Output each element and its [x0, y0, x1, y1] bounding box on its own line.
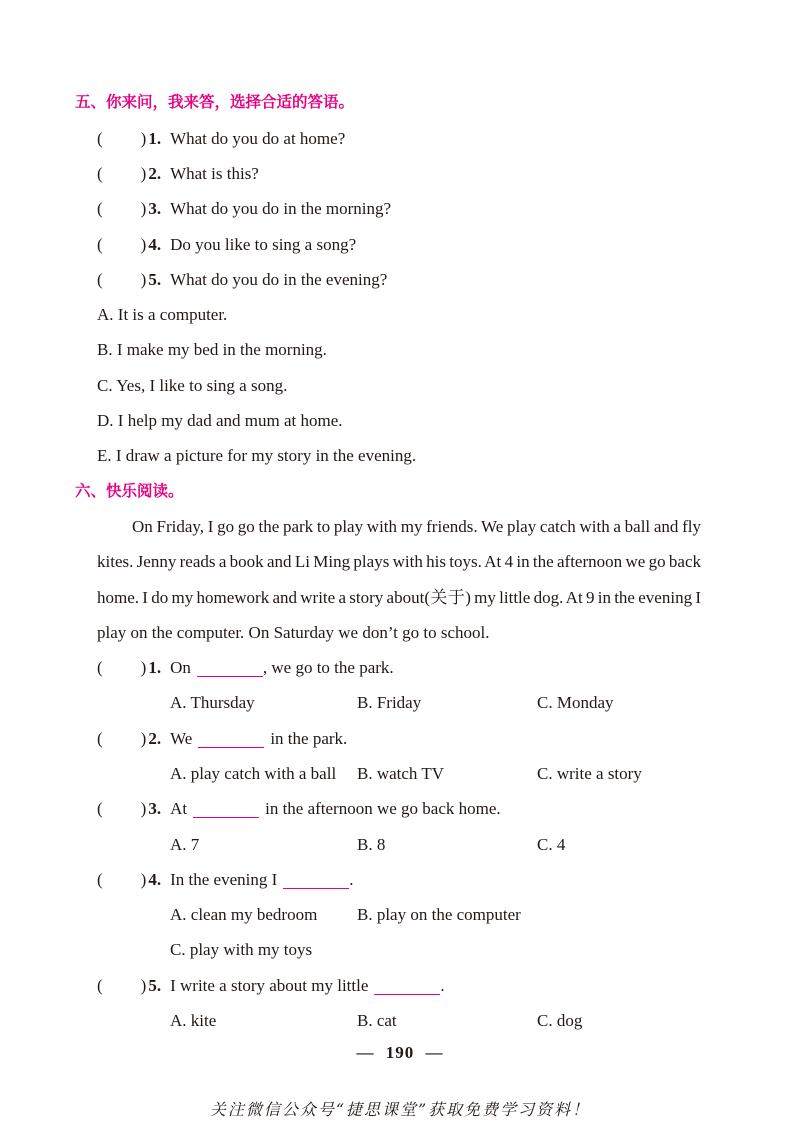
footer-note: 关注微信公众号“捷思课堂”获取免费学习资料！	[209, 1100, 591, 1119]
question-text-after: .	[349, 869, 354, 889]
option-b: B. watch TV	[357, 763, 445, 783]
question-line	[97, 862, 354, 897]
section-5-answer-row	[0, 368, 800, 403]
passage-row	[0, 544, 800, 579]
question-text: Do you like to sing a song?	[170, 234, 357, 254]
option-a: A. kite	[170, 1011, 217, 1031]
answer-bracket-space	[103, 213, 141, 214]
question-number: 5.	[148, 975, 162, 995]
question-line	[97, 121, 345, 156]
question-number: 1.	[148, 128, 162, 148]
question-number: 4.	[148, 869, 162, 889]
section-6-options-row	[0, 1003, 800, 1038]
section-6-options-row	[0, 685, 800, 720]
answer-bracket-open: (	[97, 234, 103, 254]
section-5-question-row	[0, 262, 800, 297]
option-b: B. play on the computer	[357, 905, 521, 925]
page-number: — 190 —	[356, 1043, 444, 1062]
option-c: C. write a story	[537, 763, 642, 783]
fill-in-blank-line	[197, 676, 263, 677]
answer-bracket-close: )	[140, 869, 147, 889]
fill-in-blank-line	[374, 994, 440, 995]
answer-bracket-close: )	[140, 728, 147, 748]
section-6-question-row	[0, 968, 800, 1003]
answer-bracket-close: )	[140, 128, 147, 148]
question-text-after: in the afternoon we go back home.	[265, 799, 501, 819]
option-a: A. 7	[170, 834, 200, 854]
section-6-options-row	[0, 756, 800, 791]
option-c: C. 4	[537, 834, 566, 854]
question-text: What do you do in the evening?	[170, 269, 388, 289]
passage-row	[0, 615, 800, 650]
section-6-heading: 六、快乐阅读。	[75, 481, 184, 500]
answer-bracket-space	[103, 813, 141, 814]
question-text-before: I write a story about my little	[170, 975, 369, 995]
answer-bracket-space	[103, 143, 141, 144]
worksheet-content	[0, 85, 800, 1038]
question-number: 3.	[148, 799, 162, 819]
question-text-after: in the park.	[270, 728, 348, 748]
question-number: 3.	[148, 199, 162, 219]
question-line	[97, 968, 445, 1003]
section-5-answer-row	[0, 403, 800, 438]
answer-bracket-space	[103, 990, 141, 991]
option-b: B. 8	[357, 834, 386, 854]
answer-bracket-open: (	[97, 799, 103, 819]
answer-bracket-open: (	[97, 975, 103, 995]
question-text: What do you do in the morning?	[170, 199, 392, 219]
question-text-after: .	[440, 975, 445, 995]
section-5-question-row	[0, 121, 800, 156]
answer-option: A. It is a computer.	[97, 305, 228, 325]
question-text: What is this?	[170, 163, 259, 183]
question-line	[97, 650, 394, 685]
section-5-question-row	[0, 227, 800, 262]
question-line	[97, 191, 391, 226]
option-c: C. Monday	[537, 693, 614, 713]
question-number: 1.	[148, 658, 162, 678]
question-number: 2.	[148, 163, 162, 183]
question-line	[97, 721, 347, 756]
answer-bracket-close: )	[140, 163, 147, 183]
option-c: C. dog	[537, 1011, 583, 1031]
option-b: B. Friday	[357, 693, 422, 713]
section-6-heading-row	[0, 474, 800, 509]
question-number: 2.	[148, 728, 162, 748]
answer-bracket-close: )	[140, 975, 147, 995]
answer-bracket-space	[103, 743, 141, 744]
question-line	[97, 227, 356, 262]
question-line	[97, 156, 259, 191]
passage-line: home. I do my homework and write a story about(关于) my little dog. At 9 in the evening I	[97, 587, 701, 607]
section-6-options-row	[0, 897, 800, 932]
section-5-question-row	[0, 191, 800, 226]
answer-bracket-open: (	[97, 869, 103, 889]
answer-bracket-open: (	[97, 269, 103, 289]
answer-bracket-open: (	[97, 163, 103, 183]
answer-option: D. I help my dad and mum at home.	[97, 411, 343, 431]
answer-bracket-space	[103, 884, 141, 885]
answer-bracket-close: )	[140, 658, 147, 678]
answer-option: C. Yes, I like to sing a song.	[97, 375, 288, 395]
section-6-question-row	[0, 650, 800, 685]
question-number: 5.	[148, 269, 162, 289]
passage-row	[0, 509, 800, 544]
option-a: A. play catch with a ball	[170, 763, 337, 783]
answer-bracket-open: (	[97, 728, 103, 748]
answer-bracket-space	[103, 249, 141, 250]
section-5-heading: 五、你来问，我来答，选择合适的答语。	[75, 93, 355, 112]
section-6-question-row	[0, 862, 800, 897]
section-6-options-row	[0, 827, 800, 862]
fill-in-blank-line	[193, 817, 259, 818]
section-6-options-row	[0, 932, 800, 967]
fill-in-blank-line	[198, 747, 264, 748]
passage-line: kites. Jenny reads a book and Li Ming plays with his toys. At 4 in the afternoon we go back	[97, 552, 701, 572]
passage-line: On Friday, I go go the park to play with my friends. We play catch with a ball and fly	[132, 516, 701, 536]
section-5-heading-row	[0, 85, 800, 120]
section-6-question-row	[0, 721, 800, 756]
answer-bracket-close: )	[140, 199, 147, 219]
section-5-answer-row	[0, 332, 800, 367]
answer-option: B. I make my bed in the morning.	[97, 340, 327, 360]
answer-bracket-space	[103, 178, 141, 179]
answer-option: E. I draw a picture for my story in the evening.	[97, 446, 417, 466]
question-text-before: In the evening I	[170, 869, 278, 889]
answer-bracket-close: )	[140, 269, 147, 289]
answer-bracket-close: )	[140, 234, 147, 254]
question-text-before: On	[170, 658, 191, 678]
section-5-answer-row	[0, 297, 800, 332]
question-text-before: We	[170, 728, 193, 748]
section-5-answer-row	[0, 438, 800, 473]
fill-in-blank-line	[283, 888, 349, 889]
passage-line: play on the computer. On Saturday we don’t go to school.	[97, 622, 490, 642]
section-6-question-row	[0, 791, 800, 826]
answer-bracket-space	[103, 672, 141, 673]
question-text-before: At	[170, 799, 188, 819]
option-c: C. play with my toys	[170, 940, 313, 960]
answer-bracket-open: (	[97, 128, 103, 148]
question-line	[97, 791, 501, 826]
question-number: 4.	[148, 234, 162, 254]
answer-bracket-space	[103, 284, 141, 285]
answer-bracket-open: (	[97, 199, 103, 219]
option-b: B. cat	[357, 1011, 397, 1031]
question-line	[97, 262, 387, 297]
question-text-after: , we go to the park.	[262, 658, 394, 678]
answer-bracket-open: (	[97, 658, 103, 678]
option-a: A. clean my bedroom	[170, 905, 318, 925]
question-text: What do you do at home?	[170, 128, 346, 148]
section-5-question-row	[0, 156, 800, 191]
answer-bracket-close: )	[140, 799, 147, 819]
option-a: A. Thursday	[170, 693, 255, 713]
passage-row	[0, 580, 800, 615]
